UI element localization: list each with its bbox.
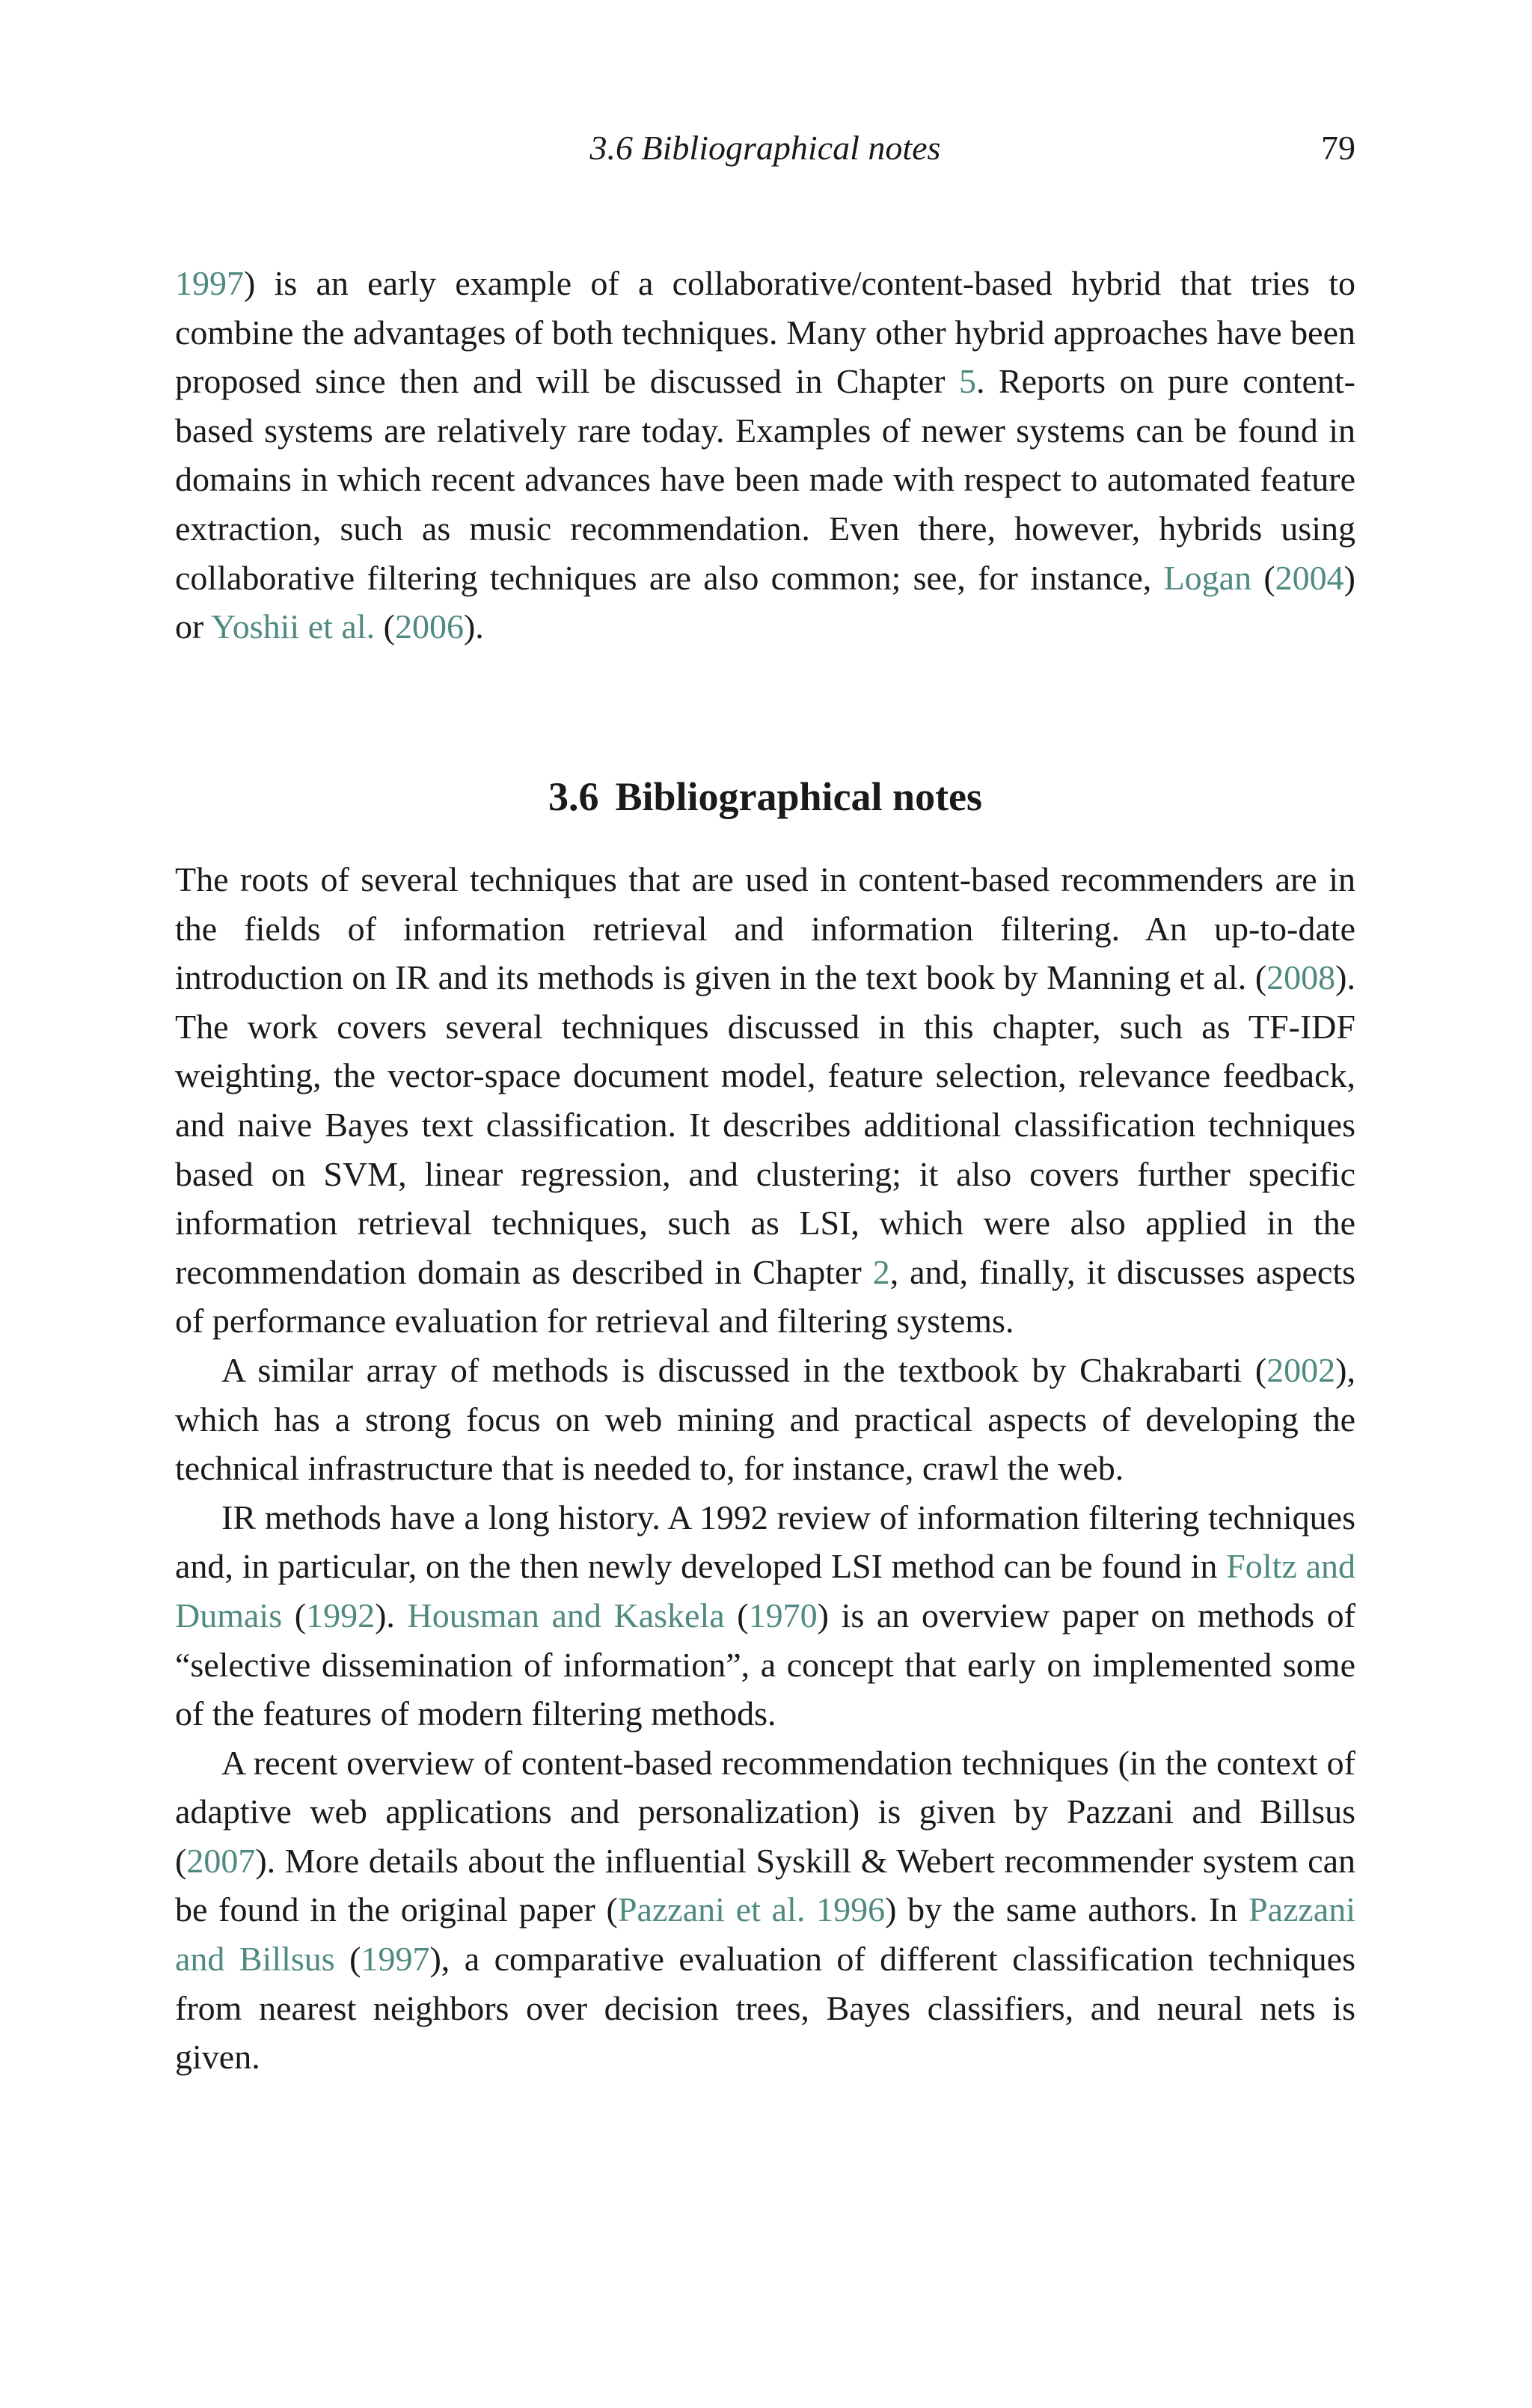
- section-heading: [175, 771, 1355, 823]
- citation-link[interactable]: 2002: [1266, 1350, 1336, 1389]
- text-run: ). The work covers several techniques discussed in this chapter, such as TF-IDF weighting, the vector-space document model, feature selection, relevance feedback, and naive Bayes text classification. It describes additional classification techniques based on SVM, linear regression, and clustering; it also covers further specific information retrieval techniques, such as LSI, which were also applied in the recommendation domain as described in Chapter: [175, 958, 1355, 1291]
- text-run: ) is an overview paper on methods of “selective dissemination of information”, a concept that early on implemented some of the features of modern filtering methods.: [175, 1596, 1355, 1733]
- paragraph: [175, 1738, 1355, 2082]
- text-run: ) is an early example of a collaborative/content-based hybrid that tries to combine the advantages of both techniques. Many other hybrid approaches have been proposed since then and will be discussed in Chapter: [175, 264, 1355, 401]
- citation-link[interactable]: 1997: [361, 1940, 430, 1979]
- running-head: [175, 126, 1355, 171]
- chapter-link[interactable]: 5: [958, 362, 976, 401]
- citation-link[interactable]: 1997: [175, 264, 244, 302]
- chapter-link[interactable]: 2: [872, 1252, 890, 1291]
- text-run: IR methods have a long history. A 1992 review of information filtering techniques and, in particular, on the then newly developed LSI method can be found in: [175, 1498, 1355, 1586]
- text-run: ), a comparative evaluation of different classification techniques from nearest neighbors over decision trees, Bayes classifiers, and neural nets is given.: [175, 1940, 1355, 2077]
- page-number: 79: [1321, 129, 1355, 167]
- citation-link[interactable]: 1992: [306, 1596, 376, 1635]
- text-run: ), which has a strong focus on web mining and practical aspects of developing the technical infrastructure that is needed to, for instance, crawl the web.: [175, 1350, 1355, 1488]
- text-run: ). More details about the influential Syskill & Webert recommender system can be found in the original paper (: [175, 1841, 1355, 1929]
- text-run: ) or: [175, 558, 1355, 646]
- section-number: 3.6: [548, 774, 599, 819]
- text-run: A similar array of methods is discussed in the textbook by Chakrabarti (: [221, 1350, 1267, 1389]
- text-run: ) by the same authors. In: [885, 1890, 1248, 1929]
- text-run: (: [1251, 558, 1275, 597]
- text-run: , and, finally, it discusses aspects of performance evaluation for retrieval and filtering systems.: [175, 1252, 1355, 1341]
- text-run: (: [724, 1596, 749, 1635]
- paragraph: [175, 259, 1355, 652]
- citation-link[interactable]: Yoshii et al.: [211, 607, 376, 646]
- citation-link[interactable]: Foltz and Dumais: [175, 1547, 1355, 1635]
- paragraph: [175, 855, 1355, 1346]
- paragraph: [175, 1493, 1355, 1738]
- citation-link[interactable]: Housman and Kaskela: [407, 1596, 725, 1635]
- citation-link[interactable]: Pazzani et al. 1996: [617, 1890, 886, 1929]
- text-run: The roots of several techniques that are used in content-based recommenders are in the fields of information retrieval and information filtering. An up-to-date introduction on IR and its methods is given in the text book by Manning et al. (: [175, 860, 1355, 997]
- text-run: (: [375, 607, 395, 646]
- section-title: Bibliographical notes: [615, 774, 983, 819]
- section-body: [175, 855, 1355, 2082]
- text-run: ).: [375, 1596, 408, 1635]
- text-run: ).: [463, 607, 484, 646]
- citation-link[interactable]: Logan: [1163, 558, 1252, 597]
- citation-link[interactable]: 1970: [748, 1596, 818, 1635]
- citation-link[interactable]: 2004: [1275, 558, 1344, 597]
- citation-link[interactable]: 2008: [1266, 958, 1336, 997]
- text-run: A recent overview of content-based recommendation techniques (in the context of adaptive web applications and personalization) is given by Pazzani and Billsus (: [175, 1743, 1355, 1880]
- citation-link[interactable]: 2006: [394, 607, 464, 646]
- continued-paragraph: [175, 259, 1355, 652]
- running-title: 3.6 Bibliographical notes: [589, 129, 941, 167]
- text-run: . Reports on pure content-based systems are relatively rare today. Examples of newer systems can be found in domains in which recent advances have been made with respect to automated feature extraction, such as music recommendation. Even there, however, hybrids using collaborative filtering techniques are also common; see, for instance,: [175, 362, 1355, 597]
- citation-link[interactable]: Pazzani and Billsus: [175, 1890, 1355, 1979]
- text-run: (: [334, 1940, 361, 1979]
- paragraph: [175, 1346, 1355, 1493]
- text-run: (: [282, 1596, 307, 1635]
- citation-link[interactable]: 2007: [186, 1841, 256, 1880]
